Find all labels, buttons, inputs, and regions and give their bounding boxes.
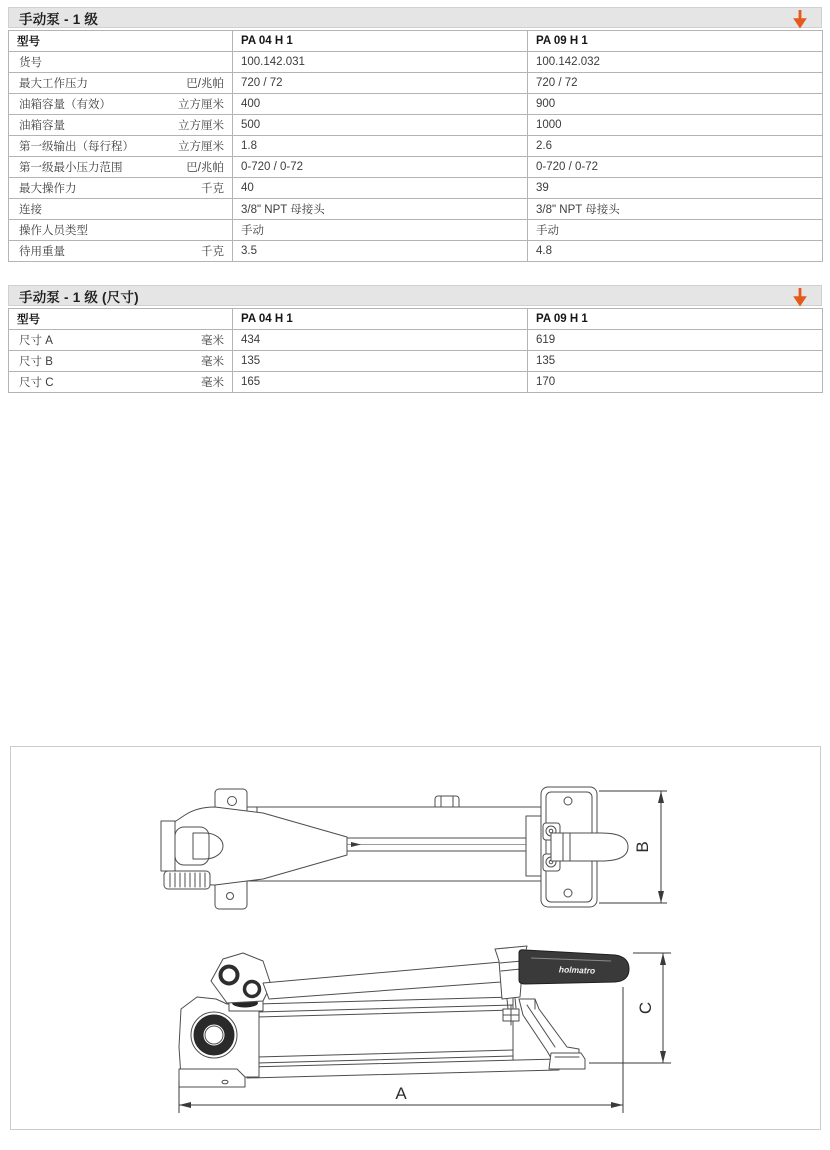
spec-value-pa09: 手动 — [528, 220, 823, 241]
dimension-value-pa04: 434 — [233, 330, 528, 351]
spec-value-pa04: 1.8 — [233, 136, 528, 157]
pump-side-view — [179, 946, 671, 1113]
table-row — [9, 178, 823, 199]
spec-label: 第一级输出（每行程） — [19, 141, 134, 153]
table-row — [9, 94, 823, 115]
section-titlebar — [8, 285, 822, 306]
spec-unit: 立方厘米 — [178, 99, 224, 111]
spec-label-cell — [9, 157, 233, 178]
download-arrow-icon[interactable] — [792, 10, 808, 29]
dimension-drawing-panel — [10, 746, 821, 1130]
spec-label-cell — [9, 52, 233, 73]
spec-unit: 千克 — [201, 183, 224, 195]
dimension-value-pa09: 619 — [528, 330, 823, 351]
table-row — [9, 115, 823, 136]
spec-value-pa09: 720 / 72 — [528, 73, 823, 94]
dimension-unit: 毫米 — [201, 377, 224, 389]
dimension-label: 尺寸 C — [19, 377, 54, 389]
section-title: 手动泵 - 1 级 (尺寸) — [19, 289, 139, 305]
spec-label-cell — [9, 241, 233, 262]
dimension-label-cell — [9, 330, 233, 351]
table-row — [9, 351, 823, 372]
table-row — [9, 220, 823, 241]
header-model-label: 型号 — [9, 309, 233, 330]
pump-top-view — [161, 787, 667, 909]
dimension-value-pa09: 135 — [528, 351, 823, 372]
dimension-label: 尺寸 A — [19, 335, 53, 347]
table-row — [9, 241, 823, 262]
download-arrow-icon[interactable] — [792, 288, 808, 307]
spec-value-pa04: 100.142.031 — [233, 52, 528, 73]
spec-label: 最大操作力 — [19, 183, 77, 195]
spec-value-pa09: 3/8" NPT 母接头 — [528, 199, 823, 220]
pump-technical-drawing — [11, 747, 820, 1129]
spec-value-pa09: 4.8 — [528, 241, 823, 262]
table-row — [9, 157, 823, 178]
header-col-pa09: PA 09 H 1 — [528, 31, 823, 52]
spec-value-pa04: 720 / 72 — [233, 73, 528, 94]
dimension-b-label: B — [633, 841, 652, 853]
spec-label: 第一级最小压力范围 — [19, 162, 123, 174]
table-row — [9, 372, 823, 393]
spec-value-pa09: 900 — [528, 94, 823, 115]
spec-label-cell — [9, 220, 233, 241]
dimension-table-section — [8, 285, 822, 393]
section-titlebar — [8, 7, 822, 28]
dimension-value-pa04: 165 — [233, 372, 528, 393]
spec-label-cell — [9, 73, 233, 94]
spec-label: 待用重量 — [19, 246, 65, 258]
spec-label: 最大工作压力 — [19, 78, 88, 90]
dimension-table — [8, 308, 823, 393]
spec-unit: 立方厘米 — [178, 141, 224, 153]
spec-unit: 立方厘米 — [178, 120, 224, 132]
spec-value-pa04: 400 — [233, 94, 528, 115]
spec-value-pa09: 2.6 — [528, 136, 823, 157]
spec-label: 货号 — [19, 57, 42, 69]
table-row — [9, 52, 823, 73]
spec-value-pa04: 手动 — [233, 220, 528, 241]
spec-label: 油箱容量 — [19, 120, 65, 132]
spec-label-cell — [9, 115, 233, 136]
spec-unit: 千克 — [201, 246, 224, 258]
table-header-row — [9, 31, 823, 52]
table-row — [9, 330, 823, 351]
dimension-label-cell — [9, 372, 233, 393]
header-model-label: 型号 — [9, 31, 233, 52]
spec-value-pa04: 0-720 / 0-72 — [233, 157, 528, 178]
table-row — [9, 73, 823, 94]
spec-value-pa09: 100.142.032 — [528, 52, 823, 73]
dimension-value-pa09: 170 — [528, 372, 823, 393]
spec-label: 操作人员类型 — [19, 225, 88, 237]
table-header-row — [9, 309, 823, 330]
spec-value-pa09: 0-720 / 0-72 — [528, 157, 823, 178]
spec-table — [8, 30, 823, 262]
table-row — [9, 199, 823, 220]
section-title: 手动泵 - 1 级 — [19, 11, 99, 27]
spec-value-pa04: 3/8" NPT 母接头 — [233, 199, 528, 220]
spec-unit: 巴/兆帕 — [186, 162, 224, 174]
header-col-pa09: PA 09 H 1 — [528, 309, 823, 330]
spec-value-pa04: 40 — [233, 178, 528, 199]
header-col-pa04: PA 04 H 1 — [233, 31, 528, 52]
spec-value-pa04: 3.5 — [233, 241, 528, 262]
dimension-unit: 毫米 — [201, 335, 224, 347]
spec-value-pa09: 39 — [528, 178, 823, 199]
dimension-unit: 毫米 — [201, 356, 224, 368]
header-col-pa04: PA 04 H 1 — [233, 309, 528, 330]
dimension-label-cell — [9, 351, 233, 372]
dimension-label: 尺寸 B — [19, 356, 53, 368]
spec-value-pa04: 500 — [233, 115, 528, 136]
dimension-a-label: A — [395, 1084, 407, 1103]
spec-table-section — [8, 7, 822, 262]
dimension-c-label: C — [636, 1001, 655, 1015]
spec-label-cell — [9, 178, 233, 199]
table-row — [9, 136, 823, 157]
spec-label-cell — [9, 94, 233, 115]
spec-label: 连接 — [19, 204, 42, 216]
spec-label-cell — [9, 199, 233, 220]
spec-label: 油箱容量（有效） — [19, 99, 111, 111]
spec-unit: 巴/兆帕 — [186, 78, 224, 90]
spec-label-cell — [9, 136, 233, 157]
holmatro-logo-text: holmatro — [558, 964, 596, 976]
dimension-value-pa04: 135 — [233, 351, 528, 372]
spec-value-pa09: 1000 — [528, 115, 823, 136]
